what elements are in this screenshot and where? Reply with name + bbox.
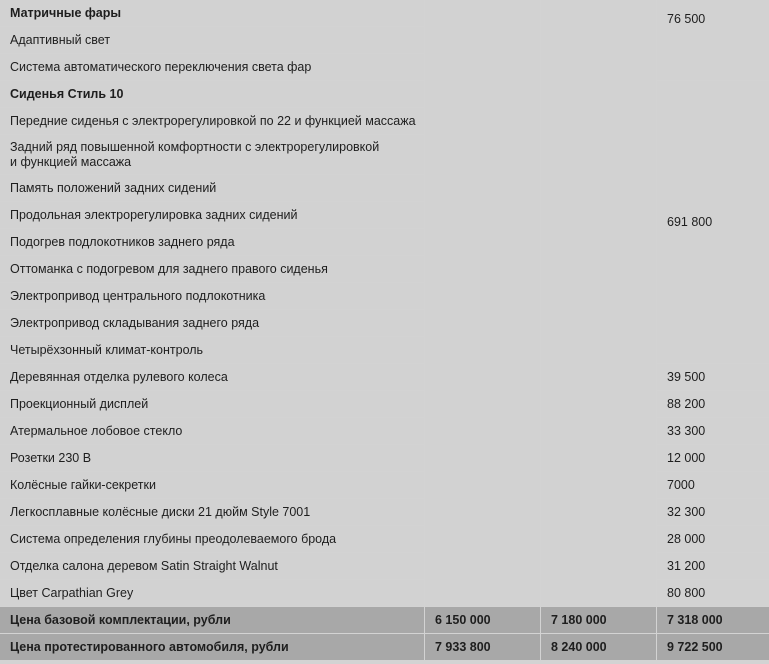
row-label: Легкосплавные колёсные диски 21 дюйм Style 7001 xyxy=(0,499,424,525)
row-label: Подогрев подлокотников заднего ряда xyxy=(0,229,424,255)
row-label: Задний ряд повышенной комфортности с электрорегулировкой и функцией массажа xyxy=(0,135,424,174)
row-label: Электропривод центрального подлокотника xyxy=(0,283,424,309)
footer-price: 9 722 500 xyxy=(657,634,769,660)
footer-price: 7 180 000 xyxy=(541,607,656,633)
row-label: Электропривод складывания заднего ряда xyxy=(0,310,424,336)
row-label: Проекционный дисплей xyxy=(0,391,424,417)
option-price-cell: 7000 xyxy=(657,472,769,498)
option-price-cell: 31 200 xyxy=(657,553,769,579)
row-label: Память положений задних сидений xyxy=(0,175,424,201)
option-price-cell: 88 200 xyxy=(657,391,769,417)
row-label: Система определения глубины преодолеваемого брода xyxy=(0,526,424,552)
row-label: Деревянная отделка рулевого колеса xyxy=(0,364,424,390)
option-price-cell: 12 000 xyxy=(657,445,769,471)
footer-price: 7 933 800 xyxy=(425,634,540,660)
footer-price: 8 240 000 xyxy=(541,634,656,660)
row-label: Система автоматического переключения света фар xyxy=(0,54,424,80)
row-label: Передние сиденья с электрорегулировкой по 22 и функцией массажа xyxy=(0,108,424,134)
option-price-cell: 28 000 xyxy=(657,526,769,552)
empty-column-cell xyxy=(541,0,656,606)
row-label: Матричные фары xyxy=(0,0,424,26)
row-label: Сиденья Стиль 10 xyxy=(0,81,424,107)
row-label: Атермальное лобовое стекло xyxy=(0,418,424,444)
footer-label: Цена базовой комплектации, рубли xyxy=(0,607,424,633)
option-price-cell: 80 800 xyxy=(657,580,769,606)
row-label: Розетки 230 В xyxy=(0,445,424,471)
option-price-cell: 76 500 xyxy=(657,0,769,80)
option-price-cell: 39 500 xyxy=(657,364,769,390)
row-label: Отделка салона деревом Satin Straight Walnut xyxy=(0,553,424,579)
empty-column-cell xyxy=(425,0,540,606)
row-label: Четырёхзонный климат-контроль xyxy=(0,337,424,363)
row-label: Оттоманка с подогревом для заднего правого сиденья xyxy=(0,256,424,282)
row-label: Колёсные гайки-секретки xyxy=(0,472,424,498)
footer-price: 6 150 000 xyxy=(425,607,540,633)
row-label: Адаптивный свет xyxy=(0,27,424,53)
footer-label: Цена протестированного автомобиля, рубли xyxy=(0,634,424,660)
option-price-cell: 691 800 xyxy=(657,81,769,363)
row-label: Продольная электрорегулировка задних сидений xyxy=(0,202,424,228)
option-price-cell: 33 300 xyxy=(657,418,769,444)
row-label: Цвет Carpathian Grey xyxy=(0,580,424,606)
option-price-cell: 32 300 xyxy=(657,499,769,525)
footer-price: 7 318 000 xyxy=(657,607,769,633)
